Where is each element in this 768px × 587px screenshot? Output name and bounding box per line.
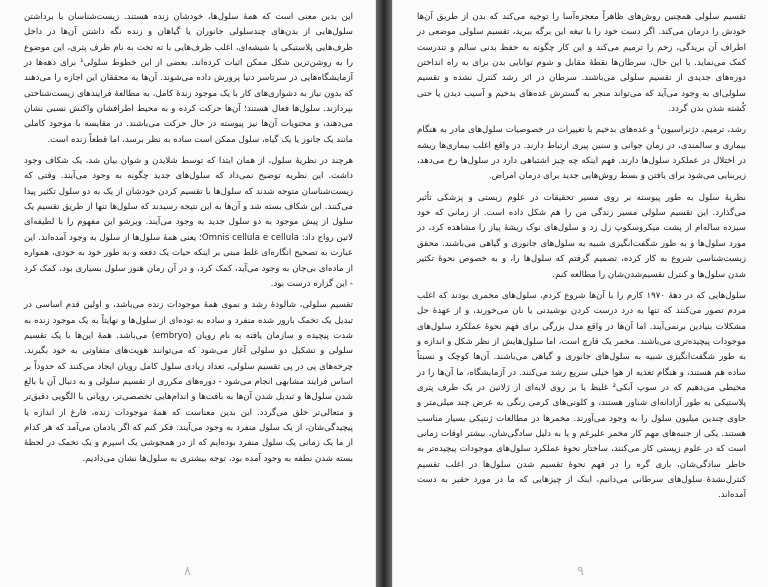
book-spine — [376, 0, 392, 587]
right-paragraph: رشد، ترمیم، دژنراسیون¹ و غده‌های بدخیم با تغییرات در خصوصیات سلول‌های مادر به هنگام بیماری و سالمندی، در زمان جوانی و سنین پیری ارتباط دارند. در واقع اغلب بیماری‌ها ریشه در اختلال در عملکرد سلول‌ها دارند. فهم اینکه چه چیز اشتباهی دارد در سلول‌ها رخ می‌دهد، زیربنایی می‌شود برای یافتن و بسط روش‌هایی جدید برای درمان امراض. — [417, 125, 746, 182]
right-page-text — [417, 10, 746, 510]
left-page-text — [24, 10, 353, 473]
page-number: ۸ — [184, 564, 191, 579]
page-number: ۹ — [577, 564, 584, 579]
left-paragraph: تقسیم سلولی، شالودهٔ رشد و نموی همهٔ موجودات زنده می‌باشد، و اولین قدم اساسی در تبدیل یک تخمک بارور شده منفرد و ساده به توده‌ای از سلول‌ها و نهایتاً به یک موجود زنده به شدت پیچیده و سازمان یافته به نام رویان (embryo) می‌باشد. همهٔ این‌ها با یک تقسیم سلولی و تشکیل دو سلولی آغاز می‌شود که می‌توانند هویت‌های متفاوتی به خود بگیرند. چرخه‌های پی در پی تقسیم سلولی، تعداد زیادی سلول کامل رویان ایجاد می‌کنند که حدوداً بر اساس فرایند مشابهی انجام می‌شود - دوره‌های مکرری از تقسیم سلولی و به دنبال آن با بالغ شدن سلول‌ها و تبدیل شدن آن‌ها به بافت‌ها و اندام‌هایی تخصصی‌تر، رویانی با الگویی دقیق‌تر و متعالی‌تر خلق می‌گردد. این بدین معناست که همهٔ موجودات زنده، فارغ از اندازه یا پیچیدگی‌شان، از یک سلول منفرد به وجود می‌آیند. فکر کنم که اگر یادمان می‌آمد که هر کدام از ما یک زمانی یک سلول منفرد بوده‌ایم که از در همجوشی یک اسپرم و یک تخمک در لحظهٔ بسته شدن نطفه به وجود آمده بود، توجه بیشتری به سلول‌ها نشان می‌دادیم. — [24, 300, 353, 464]
right-paragraph: نظریهٔ سلول به طور پیوسته بر روی مسیر تحقیقات در علوم زیستی و پزشکی تأثیر می‌گذارد. این تقسیم سلولی مسیر زندگی من را هم شکل داده است. از زمانی که خود سیزده ساله‌ام از پشت میکروسکوپ زل زد و سلول‌های نوک ریشهٔ پیاز را مشاهده کرد، در مورد سلول‌ها و به طور شگفت‌انگیزی شبیه به سلول‌های جانوری و گیاهی می‌باشند. محقق زیست‌شناسی شروع به کار کرده، تصمیم گرفتم که سلول‌ها را، و به خصوص نحوهٔ تکثیر شدن سلول‌ها و کنترل تقسیم‌شدن‌شان را مطالعه کنم. — [417, 192, 746, 280]
right-paragraph: سلول‌هایی که در دههٔ ۱۹۷۰ کارم را با آن‌ها شروع کردم، سلول‌های مخمری بودند که اغلب مردم تصور می‌کنند که تنها به درد درست کردن نوشیدنی یا نان می‌خورند، و از عهدهٔ حل مشکلات بنیادین برنمی‌آیند. اما آن‌ها در واقع مدل بزرگی برای فهم نحوهٔ عملکرد سلول‌های موجودات پیچیده‌تری می‌باشند. مخمر یک قارچ است، اما سلول‌هایش از نظر شکل و اندازه و به طور شگفت‌انگیزی شبیه به سلول‌های جانوری و گیاهی می‌باشند. آن‌ها کوچک و نسبتاً ساده هم هستند، و هنگام تغذیه از هوا خیلی سریع رشد می‌کنند. در آزمایشگاه، ما آن‌ها را در محیطی می‌دهیم که در سوپ آبکی² غلیظ یا بر روی لایه‌ای از ژلاتین در یک ظرف پتری پلاستیکی به طور آزادانه‌ای شناور هستند، و کلونی‌های کرمی رنگی به عرض چند میلی‌متر و حاوی چندین میلیون سلول را به وجود می‌آورند. مخمرها در مطالعات ژنتیکی بسیار مناسب هستند. یکی از جنبه‌های مهم کار مخمر علیرغم و یا به دلیل سادگی‌شان، بیشتر اوقات زمانی است که در علوم زیستی کار می‌کنند، ساختار نحوهٔ عملکرد سلول‌های موجودات پیچیده‌تر به خاطر سادگی‌شان، باری گره را در فهم نحوهٔ تقسیم شدن سلول‌ها در اغلب تقسیم کنترل‌نشدهٔ سلول‌های سرطانی می‌دانیم، اینک از چیزهایی که ما در مورد حقیر به دست آمده‌اند. — [417, 290, 746, 501]
left-page — [0, 0, 376, 587]
right-paragraph: تقسیم سلولی همچنین روش‌های ظاهراً معجزه‌آسا را توجیه می‌کند که بدن از طریق آن‌ها خودش را درمان می‌کند. اگر دست خود را با تیغه این برگه ببرید، تقسیم سلولی موضعی در اطراف آن بریدگی، زخم را ترمیم می‌کند و این کار چگونه به حفظ بدنی سالم و تندرست کمک می‌نماید. با این حال، سرطان‌ها نقطهٔ مقابل و شوم توانایی بدن برای به راه انداختن دوره‌های جدیدی از تقسیم سلولی می‌باشند. سرطان در اثر رشد کنترل نشده و تقسیم سلولی‌ای به وجود می‌آید که می‌تواند منجر به گسترش غده‌های بدخیم و آسیب دیدن یا حتی کُشته شدن بدن گردد. — [417, 12, 746, 115]
left-paragraph: این بدین معنی است که همهٔ سلول‌ها، خودشان زنده هستند. زیست‌شناسان با برداشتن سلول‌هایی از بدن‌های چندسلولی جانوران یا گیاهان و زنده نگه داشتن آن‌ها در داخل ظرف‌هایی پلاستیکی یا شیشه‌ای، اغلب ظرف‌هایی با ته تخت به نام ظرف پتری، این موضوع را به روشن‌ترین شکل ممکن اثبات کرده‌اند. بعضی از این خطوط سلولی¹ برای دهه‌ها در آزمایشگاه‌هایی در سرتاسر دنیا پرورش داده می‌شوند. آن‌ها به محققان این اجازه را می‌دهند که بدون نیاز به دشواری‌های کار با یک موجود زندهٔ کامل، به مطالعهٔ فرایندهای زیست‌شناختی بپردازند. سلول‌ها فعال هستند؛ آن‌ها حرکت کرده و به محیط اطرافشان واکنش نسبی نشان می‌دهند، و محتویات آن‌ها نیز پیوسته در حال حرکت می‌باشند. در مقایسه با موجود کاملی مانند یک جانور یا یک گیاه، سلول ممکن است ساده به نظر برسد، اما قطعاً زنده است. — [24, 12, 353, 145]
right-page — [392, 0, 768, 587]
left-paragraph: هرچند در نظریهٔ سلول، از همان ابتدا که توسط شلایدن و شوان بیان شد، یک شکاف وجود داشت. این نظریه توضیح نمی‌داد که سلول‌های جدید چگونه به وجود می‌آیند. وقتی که زیست‌شناسان متوجه شدند که سلول‌ها با تقسیم کردن خودشان از یک به دو سلول تکثیر پیدا می‌کنند. این شکاف بسته شد و آن‌ها به این نتیجه رسیدند که سلول‌ها تنها از طریق تقسیم یک سلول از پیش موجود به دو سلول جدید به وجود می‌آیند. ویرشو این مفهوم را با لطیفه‌ای لاتین رواج داد: Omnis cellula e cellula؛ یعنی همهٔ سلول‌ها از سلول به وجود آمده‌اند. این عبارت به تصحیح انگاره‌ای غلط مبنی بر اینکه حیات یک دفعه و به طور خود به خودی، همواره از ماده‌ای بی‌جان به وجود می‌آید، کمک کرد، و در آن زمان هنوز سلول بسیاری بود، کمک کرد - این گزاره درست بود. — [24, 156, 353, 289]
